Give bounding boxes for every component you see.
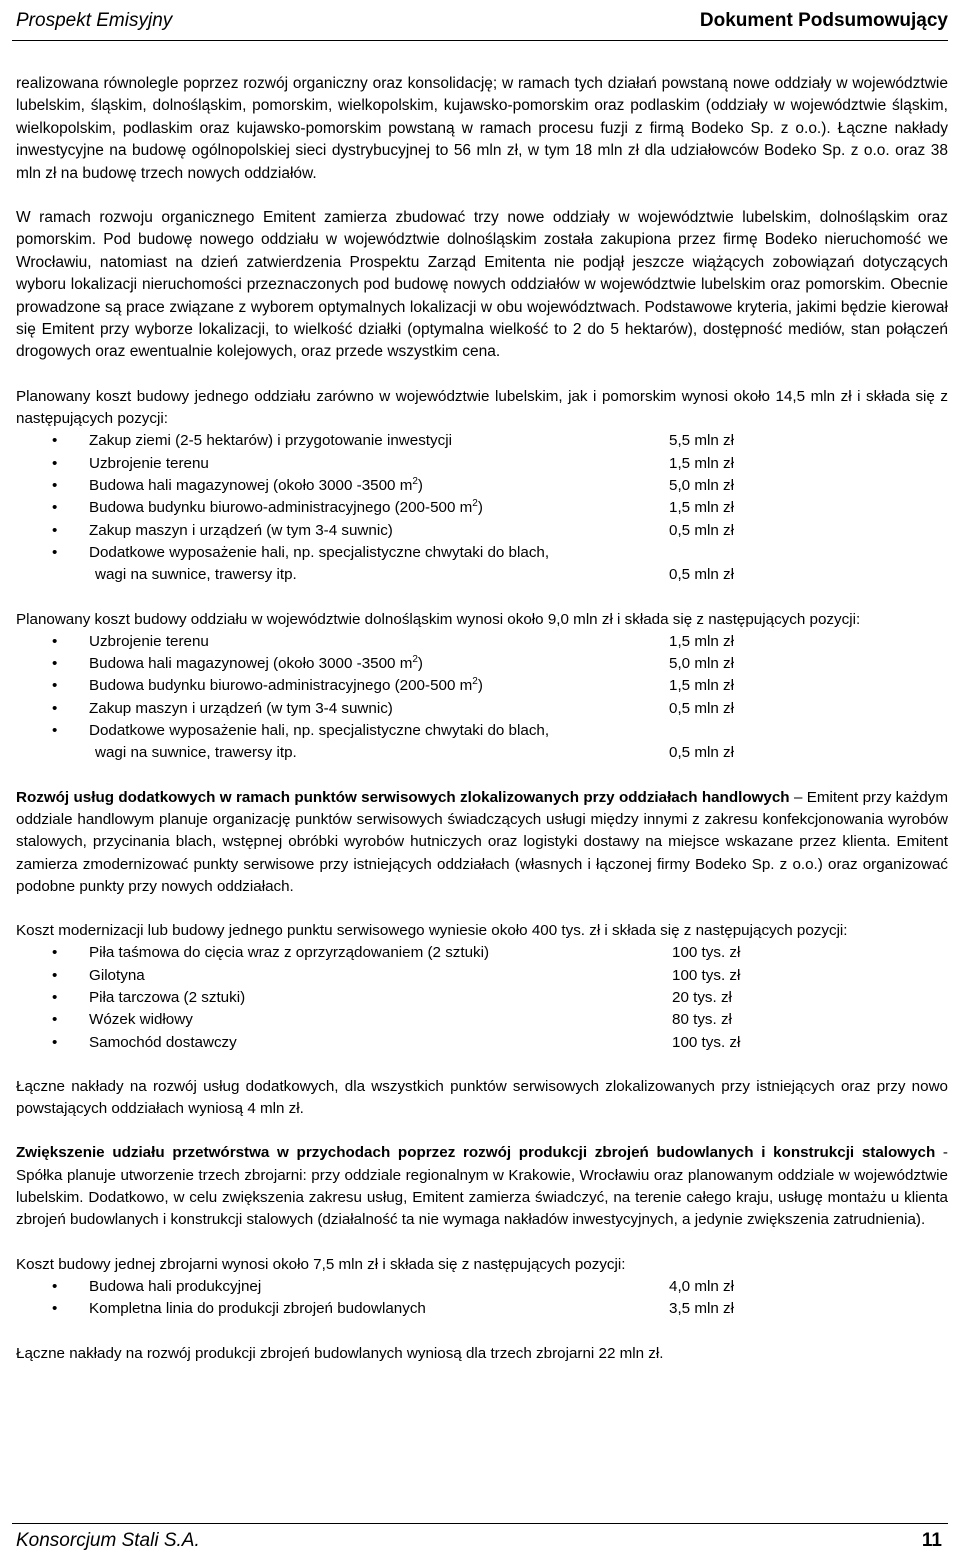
item-label-tail: ) bbox=[417, 655, 423, 673]
item-label: Piła tarczowa (2 sztuki) bbox=[89, 989, 246, 1006]
list-item: • Piła taśmowa do cięcia wraz z oprzyrządowaniem (2 sztuki) 100 tys. zł bbox=[16, 942, 948, 964]
header-section-title: Dokument Podsumowujący bbox=[699, 10, 948, 31]
list-item: • Dodatkowe wyposażenie hali, np. specjalistyczne chwytaki do blach, wagi na suwnice, trawersy itp. 0,5 mln zł bbox=[16, 542, 948, 587]
rebar-production-heading: Zwiększenie udziału przetwórstwa w przychodach poprzez rozwój produkcji zbrojeń budowlanych i konstrukcji stalowych bbox=[16, 1144, 936, 1162]
item-label: Kompletna linia do produkcji zbrojeń budowlanych bbox=[89, 1300, 426, 1318]
paragraph-dolnoslaskie-cost-intro: Planowany koszt budowy oddziału w województwie dolnośląskim wynosi około 9,0 mln zł i składa się z następujących pozycji: bbox=[16, 610, 861, 628]
paragraph-service-points bbox=[16, 787, 948, 898]
item-amount: 0,5 mln zł bbox=[669, 744, 734, 762]
item-label: Dodatkowe wyposażenie hali, np. specjalistyczne chwytaki do blach, bbox=[89, 543, 550, 561]
item-amount: 80 tys. zł bbox=[672, 1011, 732, 1029]
list-item: • Dodatkowe wyposażenie hali, np. specjalistyczne chwytaki do blach, wagi na suwnice, trawersy itp. 0,5 mln zł bbox=[16, 720, 948, 765]
item-amount: 4,0 mln zł bbox=[669, 1277, 734, 1295]
footer-company-name: Konsorcjum Stali S.A. bbox=[16, 1530, 200, 1551]
item-amount: 100 tys. zł bbox=[672, 1033, 741, 1051]
item-label: Zakup maszyn i urządzeń (w tym 3-4 suwnic) bbox=[89, 699, 393, 717]
item-amount: 1,5 mln zł bbox=[669, 632, 734, 650]
paragraph-rebar-total: Łączne nakłady na rozwój produkcji zbrojeń budowlanych wyniosą dla trzech zbrojarni 22 mln zł. bbox=[16, 1344, 664, 1362]
item-label: Budowa hali produkcyjnej bbox=[89, 1277, 262, 1295]
header-divider bbox=[12, 40, 948, 41]
item-label-tail: ) bbox=[417, 477, 423, 495]
rebar-production-text: - Spółka planuje utworzenie trzech zbrojarni: przy oddziale regionalnym w Krakowie, Wrocławiu oraz planowanym oddziale w województwie lubelskim. Dodatkowo, w celu zwiększenia zakresu usług, Emitent zamierza świadczyć, na terenie całego kraju, usługę montażu u klienta zbrojeń budowlanych i konstrukcji stalowych (działalność ta nie wymaga nakładów inwestycyjnych, a jedynie zwiększenia zatrudnienia). bbox=[16, 1144, 948, 1229]
list-item: • Kompletna linia do produkcji zbrojeń budowlanych 3,5 mln zł bbox=[16, 1298, 948, 1320]
item-amount: 0,5 mln zł bbox=[669, 699, 734, 717]
list-item: • Zakup maszyn i urządzeń (w tym 3-4 suwnic) 0,5 mln zł bbox=[16, 520, 948, 542]
list-item: • Uzbrojenie terenu 1,5 mln zł bbox=[16, 453, 948, 475]
item-amount: 1,5 mln zł bbox=[669, 677, 734, 695]
item-amount: 100 tys. zł bbox=[672, 966, 741, 984]
item-amount: 0,5 mln zł bbox=[669, 566, 734, 584]
page-footer bbox=[16, 1526, 942, 1552]
page-header bbox=[16, 8, 948, 38]
item-label: Uzbrojenie terenu bbox=[89, 454, 209, 472]
item-amount: 0,5 mln zł bbox=[669, 521, 734, 539]
page-number: 11 bbox=[921, 1530, 942, 1551]
item-label: Uzbrojenie terenu bbox=[89, 632, 209, 650]
item-superscript: 2 bbox=[412, 654, 418, 666]
item-superscript: 2 bbox=[472, 498, 478, 510]
item-label: Zakup maszyn i urządzeń (w tym 3-4 suwnic) bbox=[89, 521, 393, 539]
item-amount: 1,5 mln zł bbox=[669, 454, 734, 472]
item-label: Budowa hali magazynowej (około 3000 -3500 m bbox=[89, 477, 413, 495]
list-item: • Samochód dostawczy 100 tys. zł bbox=[16, 1032, 948, 1054]
list-item: • Budowa hali magazynowej (około 3000 -3500 $m^2$) 5,0 mln zł bbox=[16, 653, 948, 675]
item-label: Zakup ziemi (2-5 hektarów) i przygotowanie inwestycji bbox=[89, 432, 452, 450]
item-amount: 1,5 mln zł bbox=[669, 499, 734, 517]
list-item: • Piła tarczowa (2 sztuki) 20 tys. zł bbox=[16, 987, 948, 1009]
item-amount: 5,5 mln zł bbox=[669, 432, 734, 450]
item-amount: 100 tys. zł bbox=[672, 944, 741, 962]
list-item: • Zakup ziemi (2-5 hektarów) i przygotowanie inwestycji 5,5 mln zł bbox=[16, 430, 948, 452]
paragraph-service-point-cost-intro: Koszt modernizacji lub budowy jednego punktu serwisowego wyniesie około 400 tys. zł i składa się z następujących pozycji: bbox=[16, 922, 848, 940]
item-label: Budowa budynku biurowo-administracyjnego (200-500 m bbox=[89, 499, 473, 517]
item-label: Piła taśmowa do cięcia wraz z oprzyrządowaniem (2 sztuki) bbox=[89, 944, 490, 962]
item-label-continued: wagi na suwnice, trawersy itp. bbox=[95, 744, 297, 762]
list-item: • Wózek widłowy 80 tys. zł bbox=[16, 1009, 948, 1031]
list-item: • Budowa budynku biurowo-administracyjnego (200-500 $m^2$) 1,5 mln zł bbox=[16, 497, 948, 519]
footer-divider bbox=[12, 1523, 948, 1524]
item-label: Dodatkowe wyposażenie hali, np. specjalistyczne chwytaki do blach, bbox=[89, 722, 550, 740]
paragraph-service-total: Łączne nakłady na rozwój usług dodatkowych, dla wszystkich punktów serwisowych zlokalizowanych przy istniejących oraz przy nowo powstających oddziałach wyniosą 4 mln zł. bbox=[16, 1077, 948, 1118]
service-points-text: – Emitent przy każdym oddziale handlowym planuje organizację punktów serwisowych świadczących usługi między innymi z zakresu konfekcjonowania wyrobów stalowych, przycinania blach, wstępnej obróbki wyrobów hutniczych oraz logistyki dostawy na miejsce wskazane przez klienta. Emitent zamierza zmodernizować punkty serwisowe przy istniejących oddziałach (własnych i łączonej firmy Bodeko Sp. z o.o.) oraz organizować podobne punkty przy nowych oddziałach. bbox=[16, 788, 948, 895]
list-item: • Budowa budynku biurowo-administracyjnego (200-500 $m^2$) 1,5 mln zł bbox=[16, 675, 948, 697]
item-amount: 5,0 mln zł bbox=[669, 655, 734, 673]
item-label-tail: ) bbox=[477, 499, 483, 517]
cost-list-rebar-plant bbox=[16, 1276, 948, 1321]
page-body bbox=[16, 73, 948, 1365]
paragraph-rebar-production bbox=[16, 1142, 948, 1231]
item-label: Wózek widłowy bbox=[89, 1011, 193, 1029]
cost-list-service-point bbox=[16, 942, 948, 1053]
item-label: Budowa budynku biurowo-administracyjnego (200-500 m bbox=[89, 677, 473, 695]
list-item: • Gilotyna 100 tys. zł bbox=[16, 965, 948, 987]
paragraph-rebar-cost-intro: Koszt budowy jednej zbrojarni wynosi około 7,5 mln zł i składa się z następujących pozycji: bbox=[16, 1255, 626, 1273]
cost-list-dolnoslaskie bbox=[16, 631, 948, 765]
item-amount: 5,0 mln zł bbox=[669, 477, 734, 495]
list-item: • Zakup maszyn i urządzeń (w tym 3-4 suwnic) 0,5 mln zł bbox=[16, 698, 948, 720]
item-label: Samochód dostawczy bbox=[89, 1033, 237, 1051]
item-amount: 3,5 mln zł bbox=[669, 1300, 734, 1318]
paragraph-organic-growth: W ramach rozwoju organicznego Emitent zamierza zbudować trzy nowe oddziały w województwie lubelskim, dolnośląskim oraz pomorskim. Pod budowę nowego oddziału w województwie dolnośląskim została zakupiona przez firmę Bodeko nieruchomość we Wrocławiu, natomiast na dzień zatwierdzenia Prospektu Zarząd Emitenta nie podjął jeszcze wiążących zobowiązań dotyczących wyboru lokalizacji nieruchomości przeznaczonych pod budowę nowych oddziałów w województwie lubelskim oraz pomorskim. Obecnie prowadzone są prace związane z wyborem optymalnych lokalizacji w obu województwach. Podstawowe kryteria, jakimi będzie kierował się Emitent przy wyborze lokalizacji, to wielkość działki (optymalna wielkość to 2 do 5 hektarów), dostępność mediów, stan połączeń drogowych oraz ewentualnie kolejowych, oraz przede wszystkim cena. bbox=[16, 209, 948, 361]
item-superscript: 2 bbox=[412, 476, 418, 487]
item-label-tail: ) bbox=[477, 677, 483, 695]
paragraph-branch-cost-intro: Planowany koszt budowy jednego oddziału zarówno w województwie lubelskim, jak i pomorskim wynosi około 14,5 mln zł i składa się z następujących pozycji: bbox=[16, 387, 948, 428]
list-item: • Budowa hali magazynowej (około 3000 -3500 $m^2$) 5,0 mln zł bbox=[16, 475, 948, 497]
service-points-heading: Rozwój usług dodatkowych w ramach punktów serwisowych zlokalizowanych przy oddziałach handlowych bbox=[16, 788, 790, 806]
list-item: • Uzbrojenie terenu 1,5 mln zł bbox=[16, 631, 948, 653]
item-label: Budowa hali magazynowej (około 3000 -3500 m bbox=[89, 655, 413, 673]
item-label-continued: wagi na suwnice, trawersy itp. bbox=[95, 566, 297, 584]
paragraph-network-investment: realizowana równolegle poprzez rozwój organiczny oraz konsolidację; w ramach tych działań powstaną nowe oddziały w województwie lubelskim, śląskim, dolnośląskim, pomorskim, wielkopolskim, kujawsko-pomorskim oraz podlaskim (oddziały w województwie śląskim, wielkopolskim, podlaskim oraz kujawsko-pomorskim powstaną w ramach procesu fuzji z firmą Bodeko Sp. z o.o.). Łączne nakłady inwestycyjne na budowę ogólnopolskiej sieci dystrybucyjnej to 56 mln zł, w tym 18 mln zł dla udziałowców Bodeko Sp. z o.o. oraz 38 mln zł na budowę trzech nowych oddziałów. bbox=[16, 75, 948, 182]
item-label: Gilotyna bbox=[89, 966, 145, 984]
cost-list-branch bbox=[16, 430, 948, 586]
header-document-title: Prospekt Emisyjny bbox=[16, 10, 173, 31]
item-superscript: 2 bbox=[472, 676, 478, 688]
item-amount: 20 tys. zł bbox=[672, 989, 732, 1006]
list-item: • Budowa hali produkcyjnej 4,0 mln zł bbox=[16, 1276, 948, 1298]
